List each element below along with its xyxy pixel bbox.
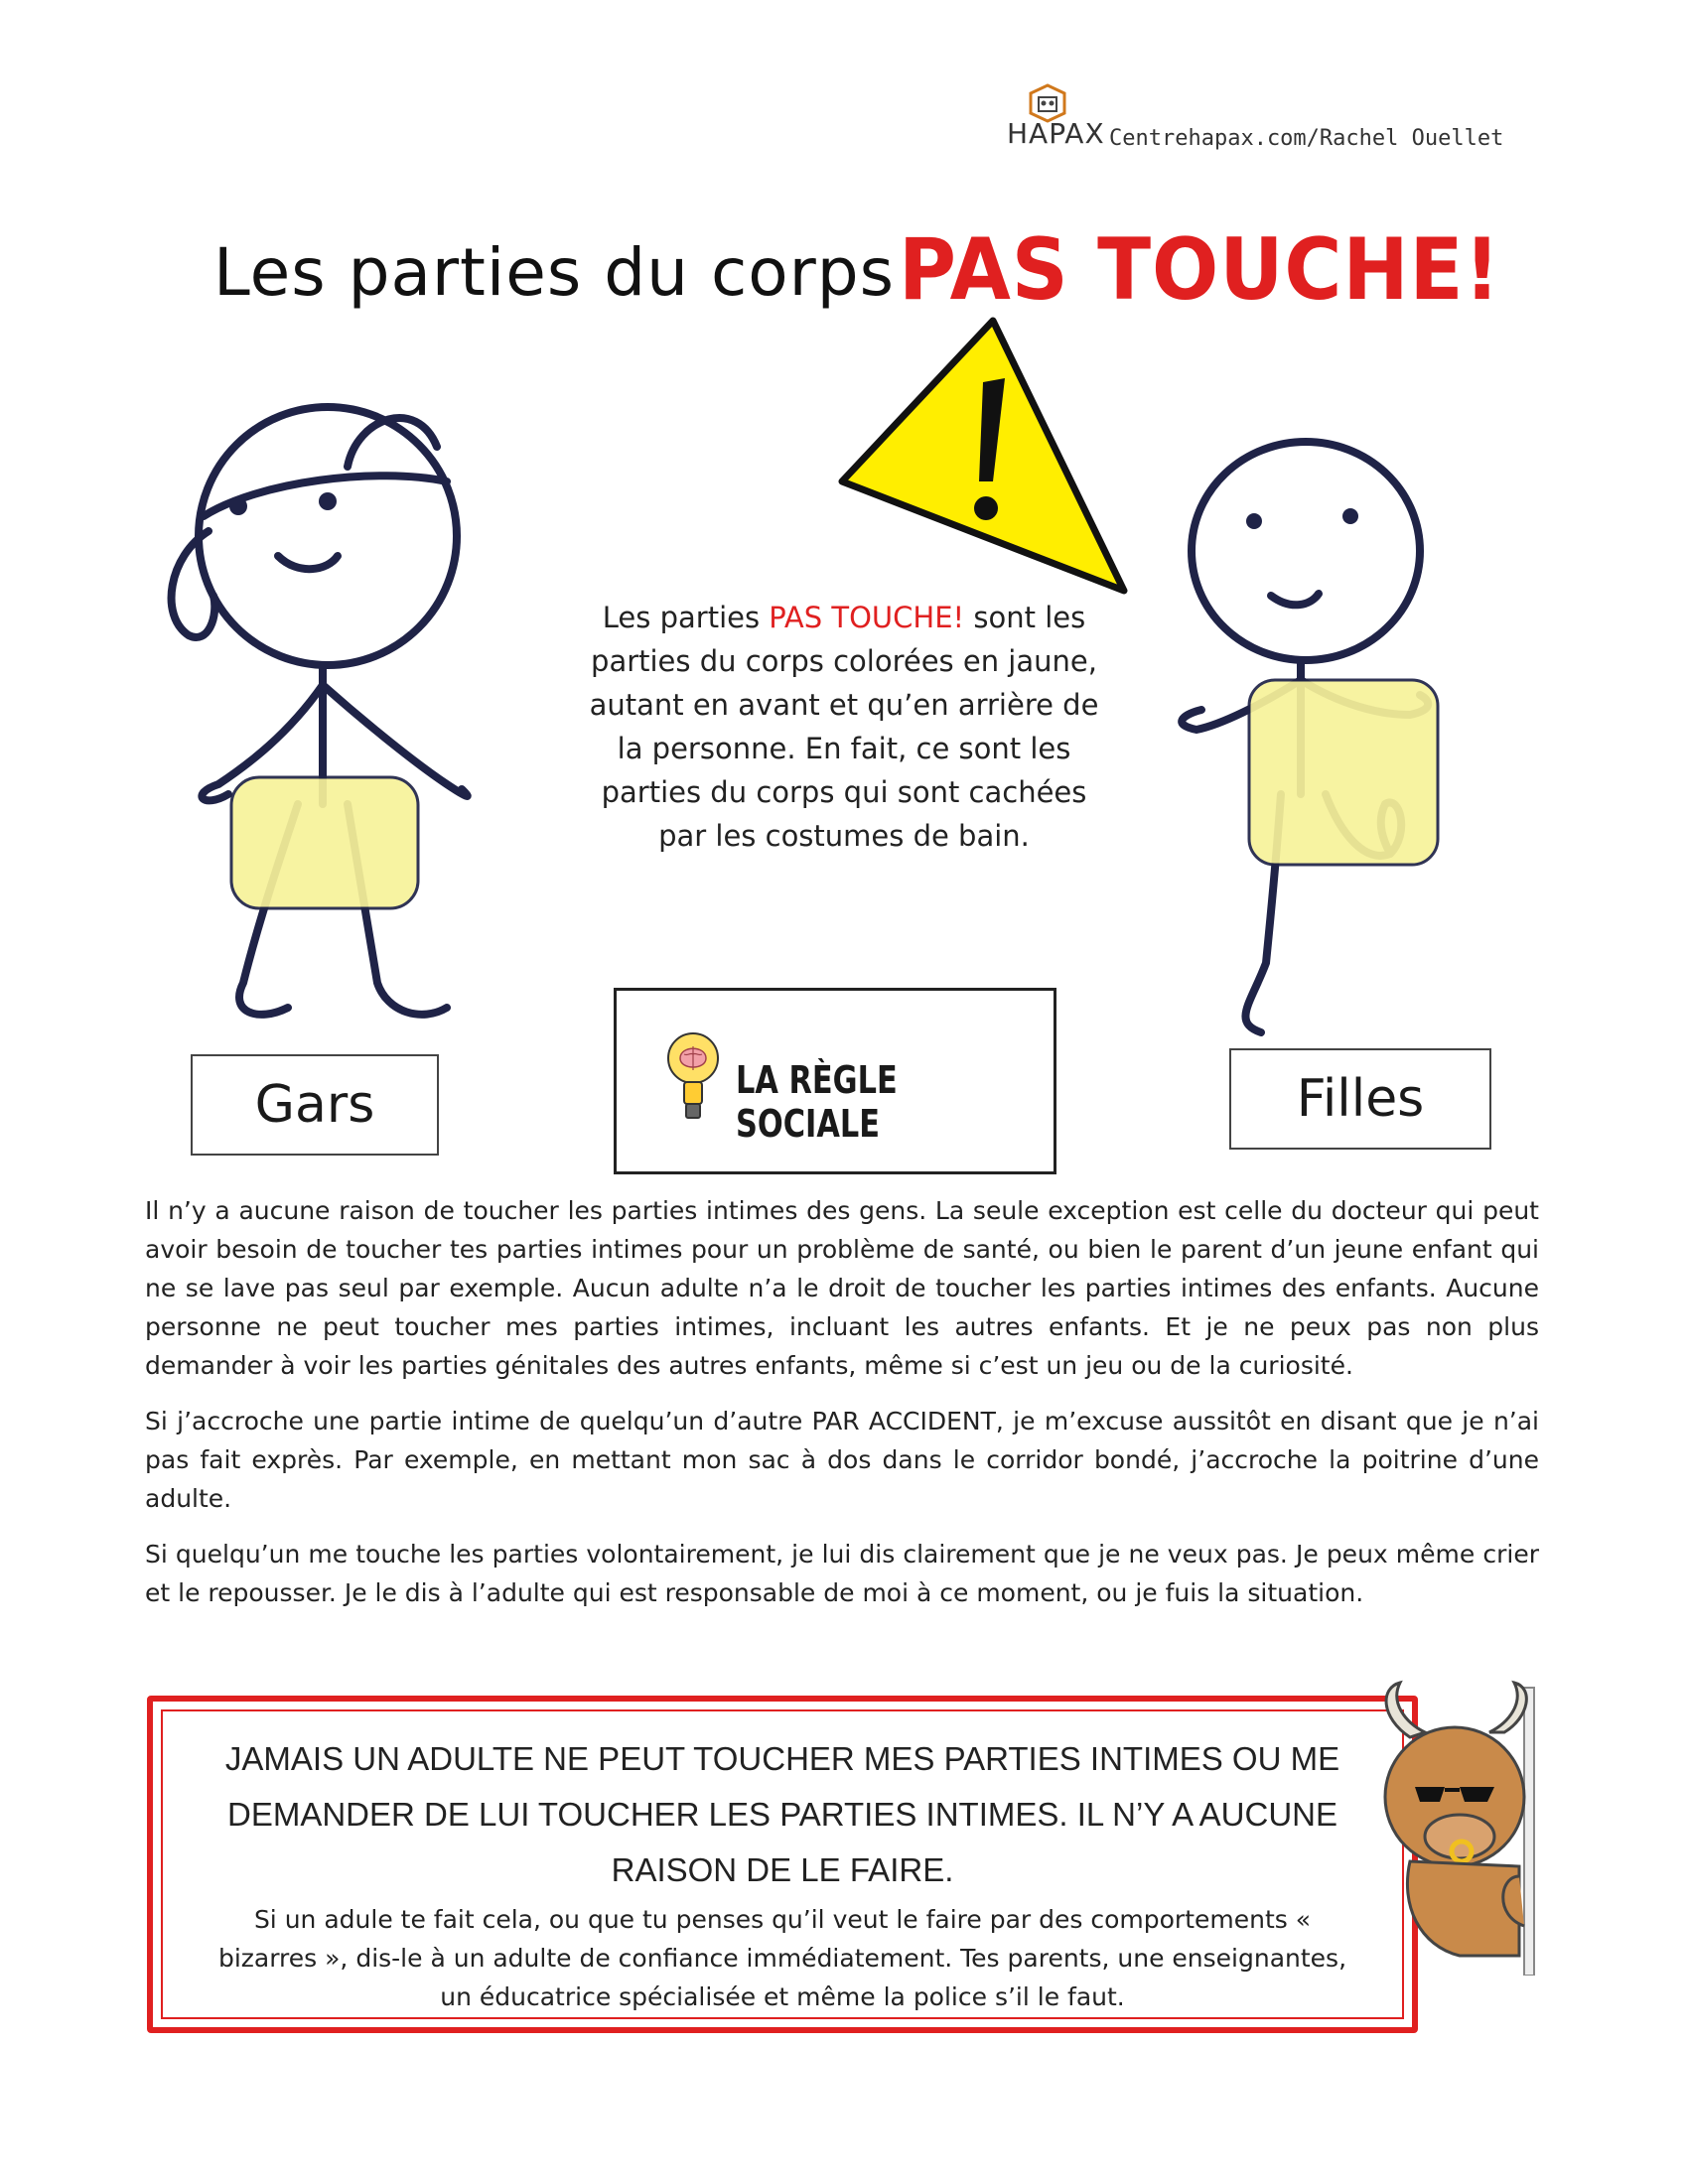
girl-figure xyxy=(1152,427,1509,1062)
logo-text: HAPAX xyxy=(1007,117,1105,150)
warning-heading: JAMAIS UN ADULTE NE PEUT TOUCHER MES PARTIES INTIMES OU ME DEMANDER DE LUI TOUCHER LES PARTIES INTIMES. IL N’Y A AUCUNE RAISON DE LE FAIRE. xyxy=(224,1740,1340,1888)
brain-lightbulb-icon xyxy=(666,1030,720,1125)
boy-figure xyxy=(149,387,566,1062)
explanation-text: Les parties PAS TOUCHE! sont les parties du corps colorées en jaune, autant en avant et qu’en arrière de la personne. En fait, ce sont les parties du corps qui sont cachées par les costumes de bain. xyxy=(589,601,1099,853)
bull-mascot-icon xyxy=(1350,1678,1589,1976)
page-title-highlight: PAS TOUCHE! xyxy=(899,220,1501,320)
label-girls: Filles xyxy=(1229,1048,1491,1150)
warning-body: Si un adule te fait cela, ou que tu penses qu’il veut le faire par des comportements « bizarres », dis-le à un adulte de confiance immédiatement. Tes parents, une enseignantes, un éducatrice spécialisée et même la police s’il le faut. xyxy=(217,1905,1347,2011)
social-rule-label: LA RÈGLE SOCIALE xyxy=(736,1058,898,1146)
page-title: Les parties du corps xyxy=(213,234,896,311)
site-url: Centrehapax.com/Rachel Ouellet xyxy=(1109,126,1504,151)
warning-panel xyxy=(147,1696,1418,2033)
social-rule-box xyxy=(614,988,1056,1174)
paragraph: Si quelqu’un me touche les parties volontairement, je lui dis clairement que je ne veux pas. Je peux même crier et le repousser. Je le dis à l’adulte qui est responsable de moi à ce moment, ou je fuis la situation. xyxy=(145,1540,1539,1607)
label-boys: Gars xyxy=(191,1054,439,1156)
warning-triangle-icon xyxy=(834,313,1132,596)
paragraph: Il n’y a aucune raison de toucher les parties intimes des gens. La seule exception est celle du docteur qui peut avoir besoin de toucher tes parties intimes pour un problème de santé, ou bien le parent d’un jeune enfant qui ne se lave pas seul par exemple. Aucun adulte n’a le droit de toucher les parties intimes des enfants. Aucune personne ne peut toucher mes parties intimes, incluant les autres enfants. Et je ne peux pas non plus demander à voir les parties génitales des autres enfants, même si c’est un jeu ou de la curiosité. xyxy=(145,1196,1539,1380)
pas-touche-highlight: PAS TOUCHE! xyxy=(769,601,965,634)
body-text xyxy=(145,1191,1539,1629)
paragraph: Si j’accroche une partie intime de quelqu’un d’autre PAR ACCIDENT, je m’excuse aussitôt en disant que je n’ai pas fait exprès. Par exemple, en mettant mon sac à dos dans le corridor bondé, j’accroche la poitrine d’une adulte. xyxy=(145,1407,1539,1513)
